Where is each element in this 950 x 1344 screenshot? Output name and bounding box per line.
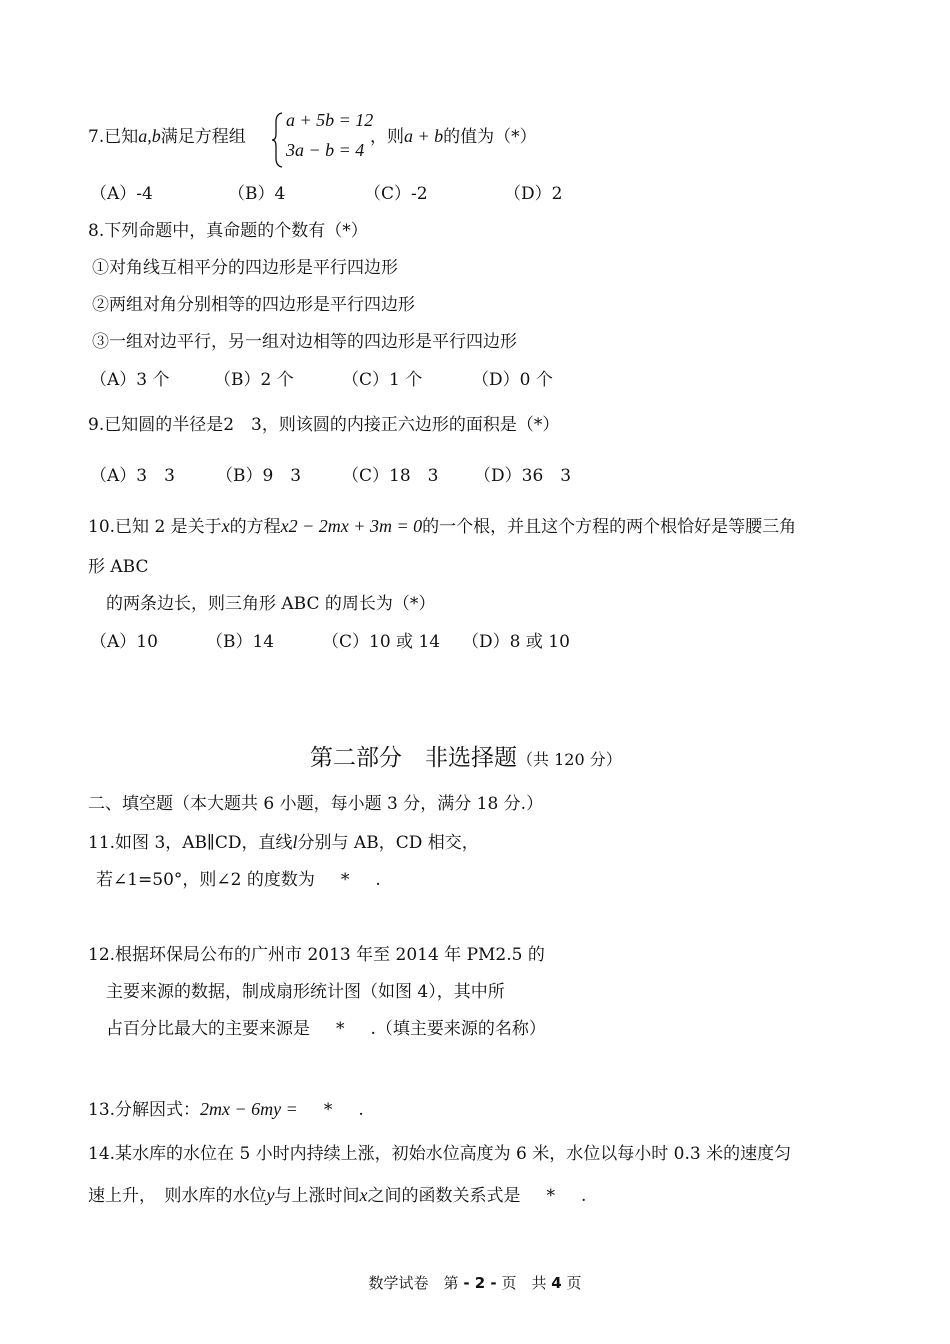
question-10-stem — [88, 514, 796, 539]
q7-option-b: （B）4 — [228, 184, 286, 204]
q10-stem-b: 的方程 — [229, 517, 281, 537]
q12-line3-b: .（填主要来源的名称） — [370, 1019, 546, 1039]
part-2-subtitle: （共 120 分） — [517, 750, 622, 769]
q8-option-b: （B）2 个 — [214, 370, 294, 390]
question-12-line-1: 12.根据环保局公布的广州市 2013 年至 2014 年 PM2.5 的 — [88, 945, 545, 965]
question-14-line-2 — [88, 1183, 586, 1208]
question-9-stem: 9.已知圆的半径是2 3，则该圆的内接正六边形的面积是（*） — [88, 415, 560, 435]
q9-option-b: （B）9 3 — [216, 466, 302, 486]
q10-option-d: （D）8 或 10 — [462, 632, 570, 652]
q11-end: . — [375, 870, 381, 890]
question-12-line-2: 主要来源的数据，制成扇形统计图（如图 4），其中所 — [106, 982, 505, 1002]
q10-line-2: 形 ABC — [88, 557, 149, 577]
q14-line2-a: 速上升， 则水库的水位 — [88, 1186, 267, 1206]
q10-option-a: （A）10 — [90, 632, 158, 652]
q7-option-c: （C）-2 — [364, 184, 428, 204]
question-8-stem: 8.下列命题中，真命题的个数有（*） — [88, 221, 368, 241]
q7-equation-2: 3a − b = 4 — [286, 140, 365, 160]
q7-equation-system — [272, 108, 382, 170]
q13-end: . — [358, 1100, 364, 1120]
question-14-line-1: 14.某水库的水位在 5 小时内持续上涨，初始水位高度为 6 米，水位以每小时 0.3 米的速度匀 — [88, 1144, 792, 1164]
q7-expr: a + b — [404, 126, 444, 146]
q14-line2-b: 与上涨时间 — [274, 1186, 360, 1206]
q10-var-x: x — [221, 516, 230, 536]
q10-line-3: 的两条边长，则三角形 ABC 的周长为（*） — [106, 594, 436, 614]
question-12-line-3 — [106, 1017, 546, 1041]
q14-var-x: x — [359, 1185, 368, 1205]
footer-text-c: 页 — [566, 1274, 582, 1292]
q10-equation: x2 − 2mx + 3m = 0 — [280, 516, 423, 536]
question-7-stem — [88, 124, 246, 149]
q14-var-y: y — [266, 1185, 275, 1205]
q11-answer-blank: * — [340, 870, 350, 890]
question-13 — [88, 1097, 364, 1122]
fill-in-blank-heading: 二、填空题（本大题共 6 小题，每小题 3 分，满分 18 分.） — [88, 794, 544, 814]
q10-option-c: （C）10 或 14 — [322, 632, 441, 652]
q11-line2: 若∠1=50°，则∠2 的度数为 — [96, 870, 315, 890]
footer-text-b: 页 共 — [501, 1274, 547, 1292]
q12-line3-a: 占百分比最大的主要来源是 — [106, 1019, 310, 1039]
footer-text-a: 数学试卷 第 — [368, 1274, 459, 1292]
q7-text-before: 7.已知 — [88, 127, 139, 147]
q7-option-a: （A）-4 — [90, 184, 153, 204]
question-11-line-2 — [96, 868, 381, 892]
footer-total-pages: 4 — [551, 1274, 562, 1292]
q8-option-a: （A）3 个 — [90, 370, 170, 390]
q7-text-mid: 满足方程组 — [160, 127, 246, 147]
q7-text-after: 的值为（*） — [443, 127, 537, 147]
q13-answer-blank: * — [323, 1100, 333, 1120]
q8-option-c: （C）1 个 — [342, 370, 423, 390]
q14-end: . — [581, 1186, 587, 1206]
q9-option-c: （C）18 3 — [342, 466, 439, 486]
q11-line1-b: 分别与 AB，CD 相交， — [297, 833, 479, 853]
q7-option-d: （D）2 — [504, 184, 563, 204]
q7-text-after-pre: ，则 — [370, 127, 404, 147]
q8-item-2: ②两组对角分别相等的四边形是平行四边形 — [92, 295, 415, 315]
q10-option-b: （B）14 — [206, 632, 275, 652]
page-footer — [0, 1272, 950, 1293]
part-2-title-text: 第二部分 非选择题 — [310, 745, 517, 771]
q8-item-3: ③一组对边平行，另一组对边相等的四边形是平行四边形 — [92, 332, 517, 352]
q9-option-a: （A）3 3 — [90, 466, 175, 486]
q9-option-d: （D）36 3 — [474, 466, 572, 486]
q14-line2-c: 之间的函数关系式是 — [367, 1186, 521, 1206]
q7-equation-1: a + 5b = 12 — [286, 110, 374, 130]
left-brace-icon — [272, 112, 284, 168]
q10-stem-a: 10.已知 2 是关于 — [88, 517, 222, 537]
q8-option-d: （D）0 个 — [472, 370, 553, 390]
q7-stem-after — [370, 124, 537, 149]
q7-vars: a,b — [138, 126, 161, 146]
question-11-line-1 — [88, 830, 479, 855]
q13-stem: 13.分解因式： — [88, 1100, 201, 1120]
q14-answer-blank: * — [546, 1186, 555, 1206]
q12-answer-blank: * — [336, 1019, 345, 1039]
q11-line1-a: 11.如图 3，AB∥CD，直线 — [88, 833, 293, 853]
q13-expr: 2mx − 6my = — [200, 1099, 298, 1119]
footer-page-number: - 2 - — [463, 1274, 497, 1292]
q11-var-l: l — [292, 832, 298, 852]
q10-stem-c: 的一个根，并且这个方程的两个根恰好是等腰三角 — [422, 517, 797, 537]
part-2-title — [310, 739, 622, 772]
q8-item-1: ①对角线互相平分的四边形是平行四边形 — [92, 258, 398, 278]
